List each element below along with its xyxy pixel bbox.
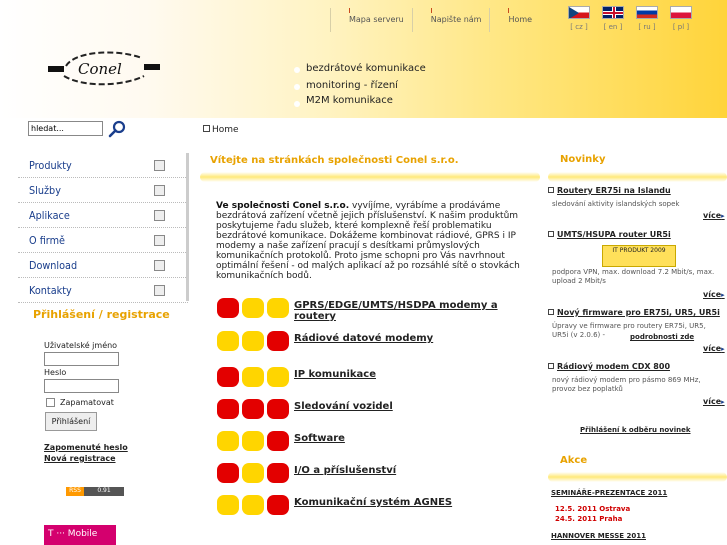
red-light-icon <box>242 399 264 419</box>
tagline: M2M komunikace <box>306 95 393 106</box>
yellow-light-icon <box>267 367 289 387</box>
tagline: bezdrátové komunikace <box>306 63 426 74</box>
topnav-contact[interactable] <box>412 8 490 32</box>
event-date-value: 24.5. 2011 <box>555 515 597 523</box>
news-item-title[interactable] <box>548 308 720 317</box>
product-row[interactable] <box>217 298 537 320</box>
remember-checkbox[interactable] <box>46 398 55 407</box>
triangle-icon: ▸ <box>721 212 725 220</box>
news-title: Novinky <box>560 154 606 165</box>
tagline-bullet-icon <box>294 67 300 73</box>
breadcrumb-home[interactable]: Home <box>212 125 239 135</box>
topnav-label: Mapa serveru <box>349 15 404 24</box>
lang-en[interactable] <box>596 6 630 31</box>
details-link[interactable]: podrobnosti zde <box>630 333 695 341</box>
sidebar-item-download[interactable] <box>18 253 188 278</box>
tagline-bullet-icon <box>294 101 300 107</box>
status-lights <box>217 431 292 451</box>
intro-rest: vyvíjíme, vyrábíme a prodáváme bezdrátová zařízení včetně jejich příslušenství. K našim produktům poskytujeme řadu služeb, které komplexně řeší problematiku bezdrátové komunikace. Dokážeme kombinovat rádiové, GPRS i IP modemy a naše zařízení pracují s desítkami průmyslových komunikačních protokolů. Proto jsme schopni pro Vás navrhnout optimální řešení - od malých aplikací až po rozsáhlé sítě o stovkách komunikačních bodů. <box>216 201 520 281</box>
sidebar-item-label: Download <box>29 259 78 272</box>
news-item-text: podpora VPN, max. download 7.2 Mbit/s, max. upload 2 Mbit/s <box>552 268 715 285</box>
contacts-icon <box>154 285 165 296</box>
forgot-password-link[interactable]: Zapomenuté heslo <box>44 443 128 452</box>
lang-cz[interactable] <box>562 6 596 31</box>
red-light-icon <box>267 399 289 419</box>
sidebar-item-label: Kontakty <box>29 284 72 297</box>
red-light-icon <box>217 367 239 387</box>
news-headline: Routery ER75i na Islandu <box>557 186 671 195</box>
username-label: Uživatelské jméno <box>44 341 118 350</box>
apps-icon <box>154 210 165 221</box>
password-field[interactable] <box>44 379 119 393</box>
lang-code: [ en ] <box>603 23 623 31</box>
product-name[interactable]: GPRS/EDGE/UMTS/HSDPA modemy a routery <box>294 300 498 322</box>
more-link[interactable] <box>703 344 725 353</box>
more-link[interactable] <box>703 211 725 220</box>
download-icon <box>154 260 165 271</box>
status-lights <box>217 399 292 419</box>
red-light-icon <box>217 463 239 483</box>
grid-icon <box>154 160 165 171</box>
event-date <box>555 505 630 513</box>
topnav-label: Napište nám <box>430 15 482 24</box>
product-name[interactable]: Komunikační systém AGNES <box>294 497 453 508</box>
logo-text: Conel <box>78 60 122 78</box>
czech-flag-icon <box>568 6 590 19</box>
login-button[interactable]: Přihlášení <box>45 412 97 431</box>
lang-code: [ ru ] <box>638 23 656 31</box>
event-title[interactable]: HANNOVER MESSE 2011 <box>551 532 646 540</box>
yellow-light-icon <box>242 367 264 387</box>
password-label: Heslo <box>44 368 67 377</box>
arrow-icon <box>548 231 554 237</box>
tagline-bullet-icon <box>294 84 300 90</box>
poland-flag-icon <box>670 6 692 19</box>
lang-pl[interactable] <box>664 6 698 31</box>
register-link[interactable]: Nová registrace <box>44 454 116 463</box>
rss-label: RSS <box>66 487 84 496</box>
sidebar-item-label: Aplikace <box>29 209 70 222</box>
news-headline: Nový firmware pro ER75i, UR5, UR5i <box>557 308 720 317</box>
news-underline <box>548 172 727 182</box>
news-item-text: nový rádiový modem pro pásmo 869 MHz, provoz bez poplatků <box>552 376 701 393</box>
it-product-badge: IT PRODUKT 2009 <box>602 245 676 267</box>
sidebar-item-label: Služby <box>29 184 61 197</box>
more-label: více <box>703 290 722 299</box>
info-icon <box>154 235 165 246</box>
yellow-light-icon <box>242 463 264 483</box>
more-label: více <box>703 211 722 220</box>
sidebar-nav <box>18 153 188 303</box>
yellow-light-icon <box>267 298 289 318</box>
events-underline <box>548 472 727 482</box>
sidebar-item-applications[interactable] <box>18 203 188 228</box>
more-link[interactable] <box>703 290 725 299</box>
yellow-light-icon <box>217 431 239 451</box>
arrow-icon <box>203 125 210 132</box>
login-title: Přihlášení / registrace <box>33 308 170 321</box>
lang-code: [ cz ] <box>570 23 588 31</box>
red-light-icon <box>267 495 289 515</box>
news-headline: Rádiový modem CDX 800 <box>557 362 671 371</box>
username-field[interactable] <box>44 352 119 366</box>
tmobile-logo[interactable]: T ··· Mobile <box>44 525 116 545</box>
lang-code: [ pl ] <box>672 23 690 31</box>
arrow-icon <box>548 309 554 315</box>
news-item-title[interactable] <box>548 362 670 371</box>
triangle-icon: ▸ <box>721 291 725 299</box>
events-title: Akce <box>560 455 588 466</box>
status-lights <box>217 463 292 483</box>
more-link[interactable] <box>703 397 725 406</box>
yellow-light-icon <box>242 298 264 318</box>
page-title: Vítejte na stránkách společnosti Conel s.r.o. <box>210 155 459 166</box>
sidebar-item-label: Produkty <box>29 159 72 172</box>
yellow-light-icon <box>242 495 264 515</box>
topnav-sitemap[interactable] <box>330 8 412 32</box>
event-date <box>555 515 622 523</box>
remember-label: Zapamatovat <box>60 398 114 407</box>
product-row[interactable] <box>217 367 537 389</box>
product-row[interactable] <box>217 399 537 421</box>
intro-bold: Ve společnosti Conel s.r.o. <box>216 201 350 211</box>
news-item-text: Úpravy ve firmware pro routery ER75i, UR5, UR5i (v 2.0.6) - <box>552 322 706 339</box>
more-label: více <box>703 397 722 406</box>
product-name[interactable]: Software <box>294 433 345 444</box>
news-item-title[interactable] <box>548 230 671 239</box>
red-light-icon <box>217 399 239 419</box>
rss-badge[interactable] <box>66 487 124 496</box>
status-lights <box>217 331 292 351</box>
yellow-light-icon <box>242 331 264 351</box>
product-row[interactable] <box>217 331 537 353</box>
subscribe-link[interactable]: Přihlášení k odběru novinek <box>580 426 691 434</box>
status-lights <box>217 495 292 515</box>
red-light-icon <box>267 331 289 351</box>
russia-flag-icon <box>636 6 658 19</box>
tagline: monitoring - řízení <box>306 80 398 91</box>
red-light-icon <box>217 298 239 318</box>
news-item-text: sledování aktivity islandských sopek <box>552 200 680 208</box>
product-name[interactable]: IP komunikace <box>294 369 376 380</box>
product-row[interactable] <box>217 495 537 517</box>
product-name[interactable]: I/O a příslušenství <box>294 465 397 476</box>
news-item-title[interactable] <box>548 186 671 195</box>
sidebar-item-contacts[interactable] <box>18 278 188 303</box>
yellow-light-icon <box>217 331 239 351</box>
sidebar-divider <box>186 153 189 301</box>
status-lights <box>217 298 292 318</box>
status-lights <box>217 367 292 387</box>
top-navigation <box>330 8 540 32</box>
event-title[interactable]: SEMINÁŘE-PREZENTACE 2011 <box>551 489 668 497</box>
red-light-icon <box>267 463 289 483</box>
sidebar-item-about[interactable] <box>18 228 188 253</box>
product-row[interactable] <box>217 431 537 453</box>
rss-version: 0.91 <box>84 487 124 496</box>
language-switcher <box>562 6 698 31</box>
breadcrumb <box>203 125 239 135</box>
sidebar-item-services[interactable] <box>18 178 188 203</box>
event-city: Ostrava <box>599 505 631 513</box>
uk-flag-icon <box>602 6 624 19</box>
arrow-icon <box>548 187 554 193</box>
conel-logo[interactable] <box>44 46 162 90</box>
grid-icon <box>154 185 165 196</box>
topnav-label: Home <box>508 15 533 24</box>
red-light-icon <box>267 431 289 451</box>
event-date-value: 12.5. 2011 <box>555 505 597 513</box>
title-underline <box>200 172 540 182</box>
search-icon[interactable] <box>108 120 126 138</box>
search-input[interactable] <box>28 121 103 136</box>
product-name[interactable]: Rádiové datové modemy <box>294 333 434 344</box>
product-name[interactable]: Sledování vozidel <box>294 401 393 412</box>
yellow-light-icon <box>242 431 264 451</box>
more-label: více <box>703 344 722 353</box>
lang-ru[interactable] <box>630 6 664 31</box>
arrow-icon <box>548 363 554 369</box>
news-headline: UMTS/HSUPA router UR5i <box>557 230 671 239</box>
topnav-home[interactable] <box>489 8 540 32</box>
sidebar-item-label: O firmě <box>29 234 65 247</box>
intro-text <box>216 201 534 281</box>
product-row[interactable] <box>217 463 537 485</box>
triangle-icon: ▸ <box>721 398 725 406</box>
event-city: Praha <box>599 515 623 523</box>
sidebar-item-products[interactable] <box>18 153 188 178</box>
yellow-light-icon <box>217 495 239 515</box>
triangle-icon: ▸ <box>721 345 725 353</box>
